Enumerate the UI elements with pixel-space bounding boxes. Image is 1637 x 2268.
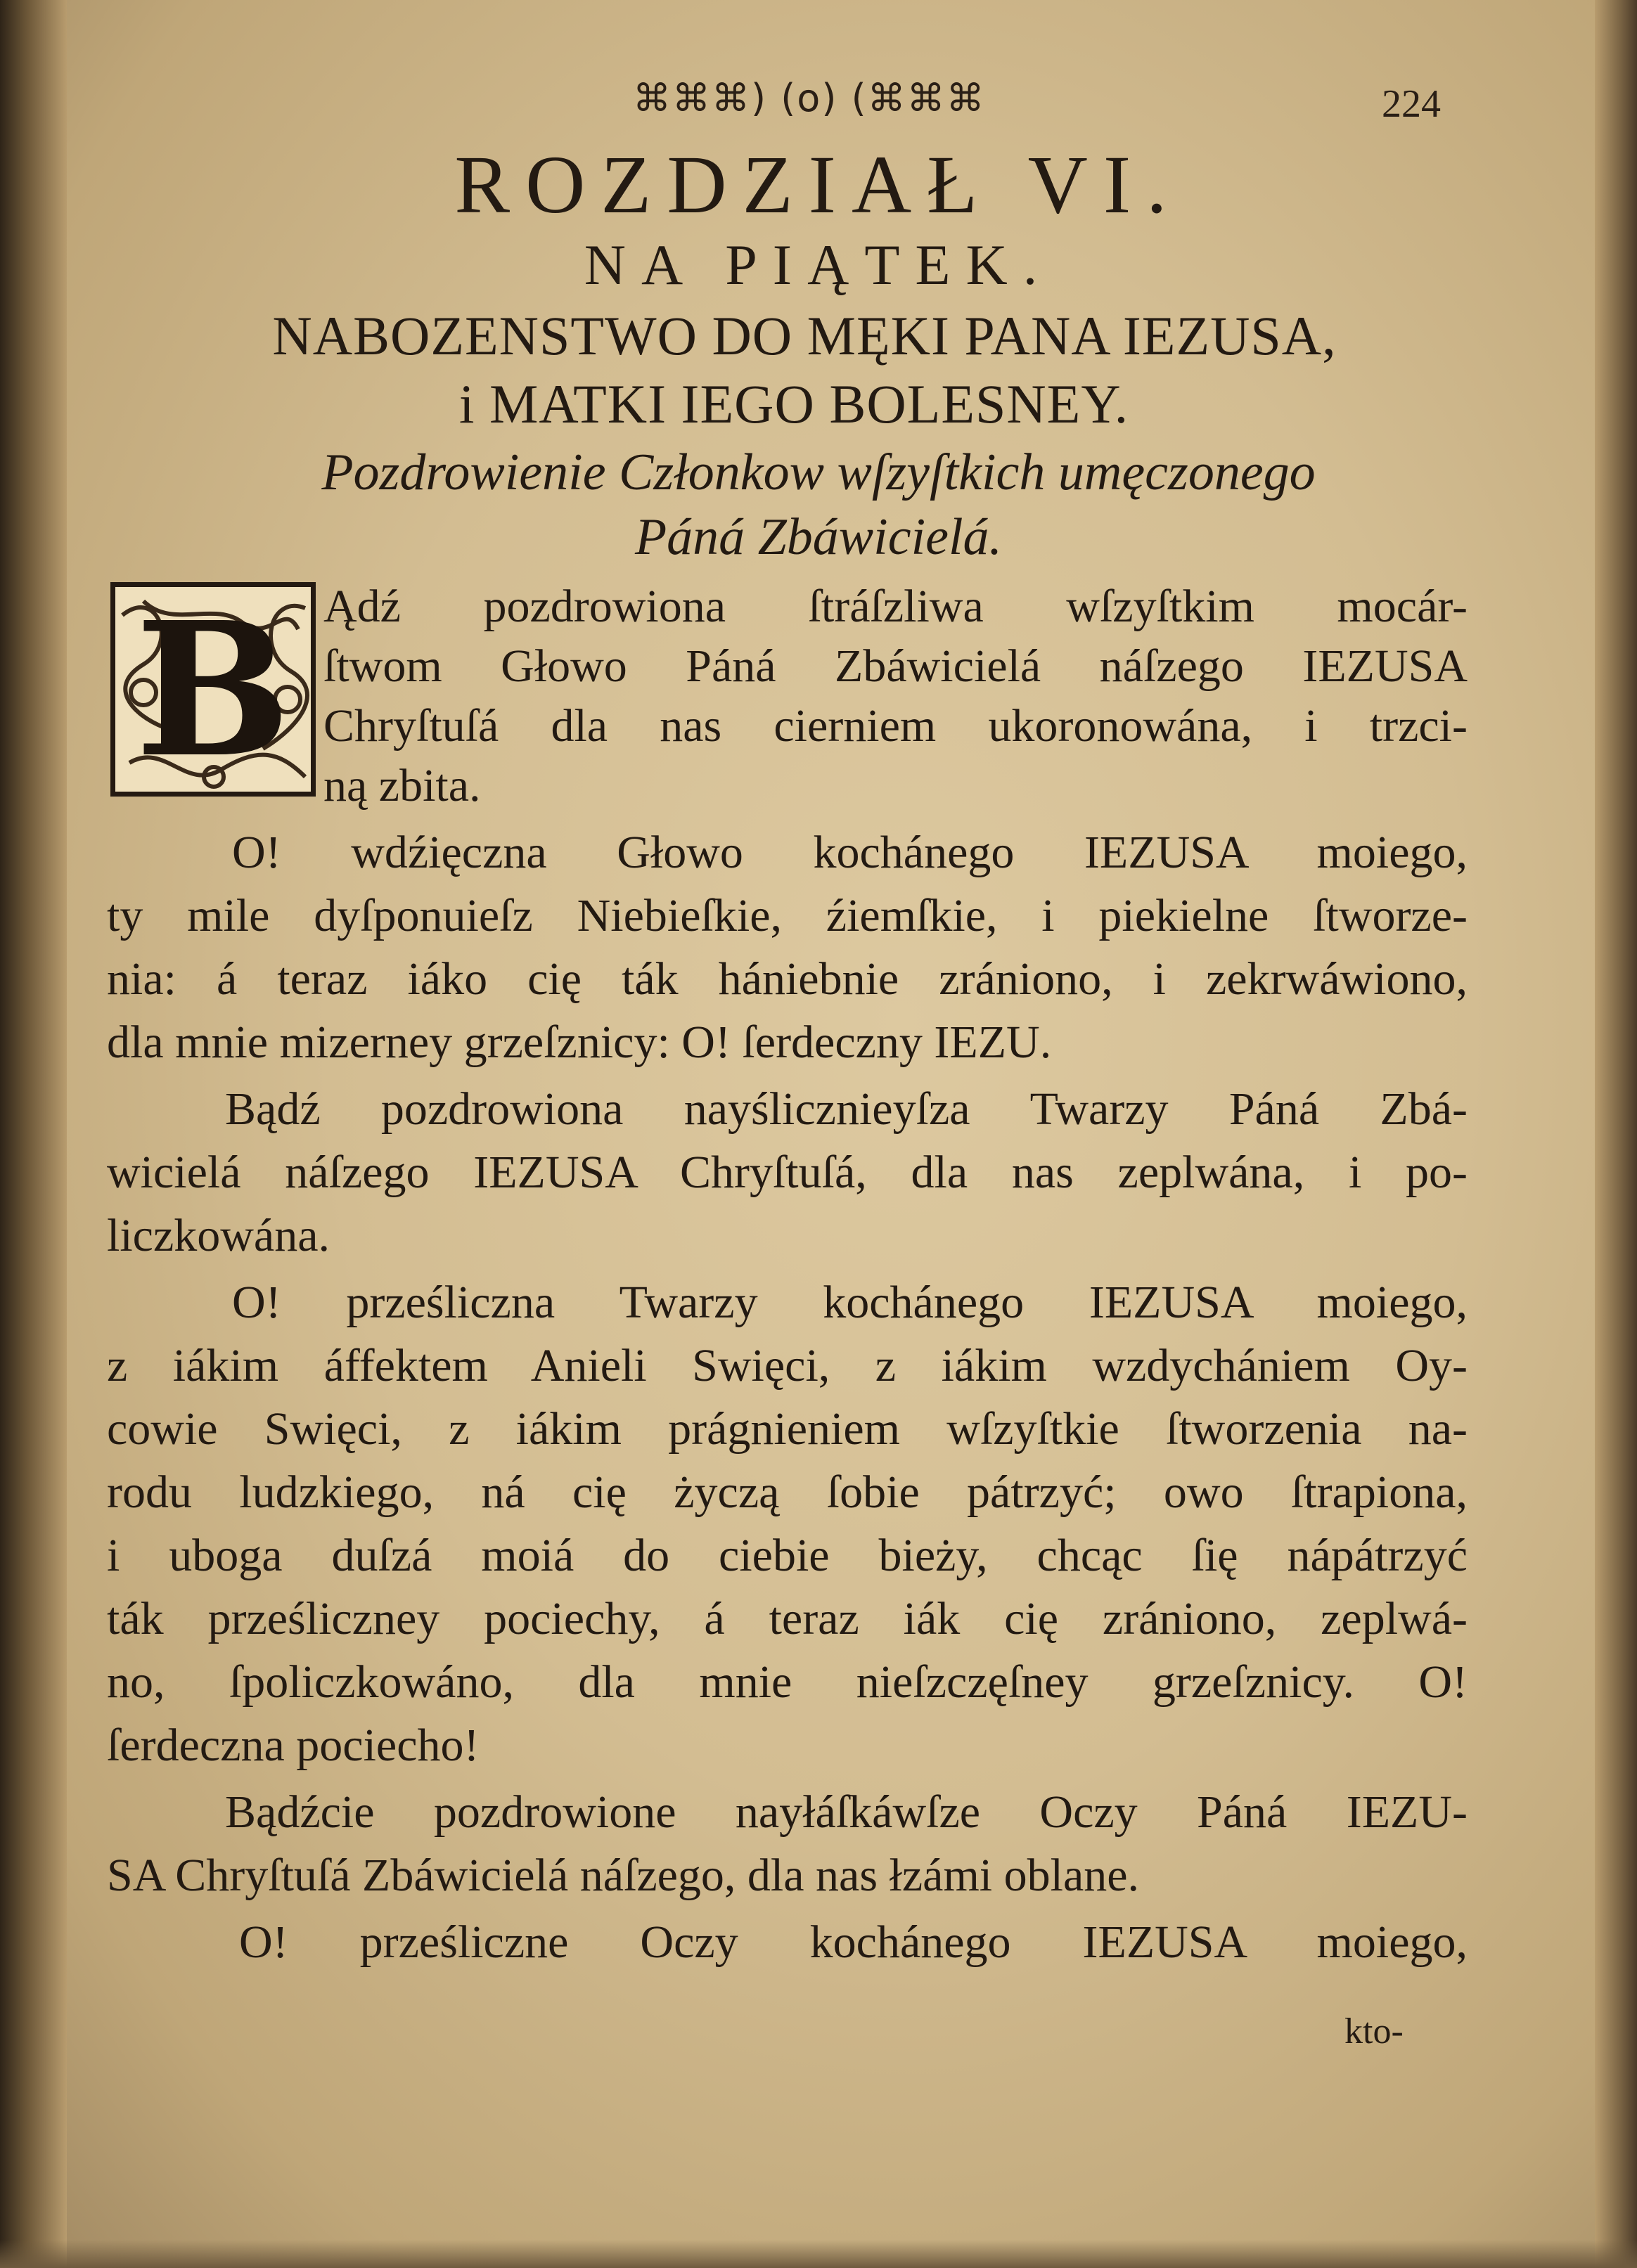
devotion-title-line-1: NABOZENSTWO DO MĘKI PANA IEZUSA, — [272, 305, 1337, 366]
paragraph-line: wicielá náſzego IEZUSA Chryſtuſá, dla nas zeplwána, i po- — [107, 1147, 1468, 1198]
salutation-title-line-2: Páná Zbáwicielá. — [634, 508, 1003, 566]
paragraph-line: O! prześliczne Oczy kochánego IEZUSA moiego, — [239, 1916, 1468, 1968]
paragraph-line: Bądź pozdrowiona nayślicznieyſza Twarzy Páná Zbá- — [225, 1083, 1468, 1135]
paragraph-line: i uboga duſzá moiá do ciebie bieży, chcąc ſię nápátrzyć — [107, 1530, 1468, 1581]
header-ornament: ⌘⌘⌘) (o) (⌘⌘⌘ — [633, 76, 986, 120]
paragraph-line: z iákim áffektem Anieli Swięci, z iákim wzdychániem Oy- — [107, 1340, 1468, 1391]
paragraph-line: ſerdeczna pociecho! — [107, 1720, 480, 1771]
initial-letter: B — [135, 582, 291, 797]
paragraph-line: rodu ludzkiego, ná cię życzą ſobie pátrzyć; owo ſtrapiona, — [107, 1467, 1468, 1518]
page-number: 224 — [1382, 82, 1441, 126]
paragraph-line: liczkowána. — [107, 1210, 330, 1261]
decorated-initial — [110, 582, 316, 797]
paragraph-line: nia: á teraz iáko cię ták hániebnie zrániono, i zekrwáwiono, — [107, 953, 1468, 1005]
devotion-title-line-2: i MATKI IEGO BOLESNEY. — [458, 373, 1129, 434]
paragraph-line: ſtwom Głowo Páná Zbáwicielá náſzego IEZUSA — [323, 640, 1468, 692]
paragraph-line: Ądź pozdrowiona ſtráſzliwa wſzyſtkim mocár- — [323, 581, 1468, 632]
page-bottom-edge — [0, 2240, 1637, 2268]
paragraph-line: O! wdźięczna Głowo kochánego IEZUSA moiego, — [232, 827, 1468, 878]
paragraph-line: Bądźcie pozdrowione nayłáſkáwſze Oczy Páná IEZU- — [225, 1786, 1468, 1838]
chapter-title: ROZDZIAŁ VI. — [454, 138, 1183, 231]
running-header — [0, 76, 1637, 125]
catchword: kto- — [1344, 2011, 1404, 2051]
paragraph-line: ty mile dyſponuieſz Niebieſkie, źiemſkie, i piekielne ſtworze- — [107, 890, 1468, 941]
paragraph-line: dla mnie mizerney grzeſznicy: O! ſerdeczny IEZU. — [107, 1017, 1052, 1068]
paragraph-line: ták prześliczney pociechy, á teraz iák cię zrániono, zeplwá- — [107, 1593, 1468, 1644]
day-title: NA PIĄTEK. — [584, 233, 1053, 297]
salutation-title-line-1: Pozdrowienie Członkow wſzyſtkich umęczonego — [321, 444, 1316, 501]
paragraph-line: Chryſtuſá dla nas cierniem ukoronowána, i trzci- — [323, 700, 1468, 752]
paragraph-line: ną zbita. — [323, 760, 481, 811]
paragraph-line: O! prześliczna Twarzy kochánego IEZUSA moiego, — [232, 1277, 1468, 1328]
paragraph-line: cowie Swięci, z iákim prágnieniem wſzyſtkie ſtworzenia na- — [107, 1403, 1468, 1455]
paragraph-line: SA Chryſtuſá Zbáwicielá náſzego, dla nas łzámi oblane. — [107, 1850, 1140, 1901]
paragraph-line: no, ſpoliczkowáno, dla mnie nieſzczęſney grzeſznicy. O! — [107, 1656, 1468, 1708]
